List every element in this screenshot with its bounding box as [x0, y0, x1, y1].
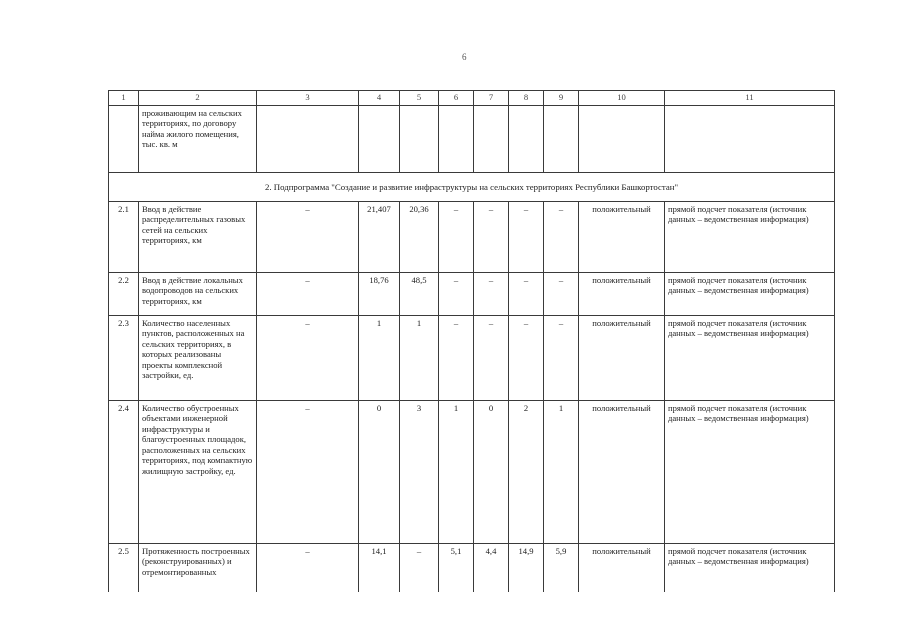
- cell-value: –: [544, 273, 579, 316]
- indicators-table: [108, 90, 835, 592]
- dynamics-cell: положительный: [579, 544, 665, 593]
- cell-value: 20,36: [400, 202, 439, 273]
- indicator-name: Количество населенных пунктов, расположенных на сельских территориях, в которых реализованы проекты комплексной застройки, ед.: [139, 316, 257, 401]
- cell-value: –: [439, 202, 474, 273]
- column-header: 6: [439, 91, 474, 106]
- column-header: 10: [579, 91, 665, 106]
- cell-value: –: [509, 316, 544, 401]
- column-header: 4: [359, 91, 400, 106]
- column-header: 8: [509, 91, 544, 106]
- cell-value: 5,1: [439, 544, 474, 593]
- column-header: 5: [400, 91, 439, 106]
- cell-value: –: [257, 544, 359, 593]
- method-cell: прямой подсчет показателя (источник данных – ведомственная информация): [665, 544, 835, 593]
- row-number: 2.3: [109, 316, 139, 401]
- cell-value: –: [509, 202, 544, 273]
- indicator-name: Ввод в действие распределительных газовых сетей на сельских территориях, км: [139, 202, 257, 273]
- cell-value: 14,1: [359, 544, 400, 593]
- cell-value: 18,76: [359, 273, 400, 316]
- table-row: [109, 401, 835, 544]
- cell-value: 1: [400, 316, 439, 401]
- cell-value: 14,9: [509, 544, 544, 593]
- cell-value: –: [474, 316, 509, 401]
- section-row: [109, 173, 835, 202]
- cell-value: –: [257, 273, 359, 316]
- cell-value: 1: [359, 316, 400, 401]
- cell-value: –: [257, 401, 359, 544]
- row-number: 2.4: [109, 401, 139, 544]
- table-row: [109, 273, 835, 316]
- table-row: [109, 202, 835, 273]
- column-header: 11: [665, 91, 835, 106]
- cell-value: 3: [400, 401, 439, 544]
- method-cell: прямой подсчет показателя (источник данных – ведомственная информация): [665, 316, 835, 401]
- cell-value: –: [400, 544, 439, 593]
- table-row: [109, 544, 835, 593]
- continuation-text: проживающим на сельских территориях, по договору найма жилого помещения, тыс. кв. м: [139, 106, 257, 173]
- cell-value: 0: [359, 401, 400, 544]
- row-number: 2.1: [109, 202, 139, 273]
- row-number: 2.2: [109, 273, 139, 316]
- cell-value: 1: [544, 401, 579, 544]
- cell-value: 5,9: [544, 544, 579, 593]
- cell-value: –: [257, 202, 359, 273]
- section-title: 2. Подпрограмма "Создание и развитие инфраструктуры на сельских территориях Республики Башкортостан": [109, 173, 835, 202]
- cell-value: –: [257, 316, 359, 401]
- cell-value: 21,407: [359, 202, 400, 273]
- column-header: 1: [109, 91, 139, 106]
- dynamics-cell: положительный: [579, 202, 665, 273]
- cell-value: 48,5: [400, 273, 439, 316]
- method-cell: прямой подсчет показателя (источник данных – ведомственная информация): [665, 202, 835, 273]
- column-header: 7: [474, 91, 509, 106]
- cell-value: –: [544, 316, 579, 401]
- page-number: 6: [462, 52, 467, 62]
- cell-value: –: [509, 273, 544, 316]
- column-header: 2: [139, 91, 257, 106]
- method-cell: прямой подсчет показателя (источник данных – ведомственная информация): [665, 401, 835, 544]
- column-number-row: [109, 91, 835, 106]
- method-cell: прямой подсчет показателя (источник данных – ведомственная информация): [665, 273, 835, 316]
- cell-value: –: [439, 273, 474, 316]
- cell-value: 1: [439, 401, 474, 544]
- table-row: [109, 316, 835, 401]
- indicator-name: Ввод в действие локальных водопроводов на сельских территориях, км: [139, 273, 257, 316]
- dynamics-cell: положительный: [579, 316, 665, 401]
- indicator-name: Протяженность построенных (реконструированных) и отремонтированных: [139, 544, 257, 593]
- cell-value: 2: [509, 401, 544, 544]
- dynamics-cell: положительный: [579, 273, 665, 316]
- indicator-name: Количество обустроенных объектами инженерной инфраструктуры и благоустроенных площадок, расположенных на сельских территориях, под компактную жилищную застройку, ед.: [139, 401, 257, 544]
- column-header: 9: [544, 91, 579, 106]
- cell-value: –: [474, 202, 509, 273]
- cell-value: –: [439, 316, 474, 401]
- cell-value: 0: [474, 401, 509, 544]
- continuation-row: [109, 106, 835, 173]
- column-header: 3: [257, 91, 359, 106]
- cell-value: –: [544, 202, 579, 273]
- row-number: 2.5: [109, 544, 139, 593]
- cell-value: –: [474, 273, 509, 316]
- cell-value: 4,4: [474, 544, 509, 593]
- dynamics-cell: положительный: [579, 401, 665, 544]
